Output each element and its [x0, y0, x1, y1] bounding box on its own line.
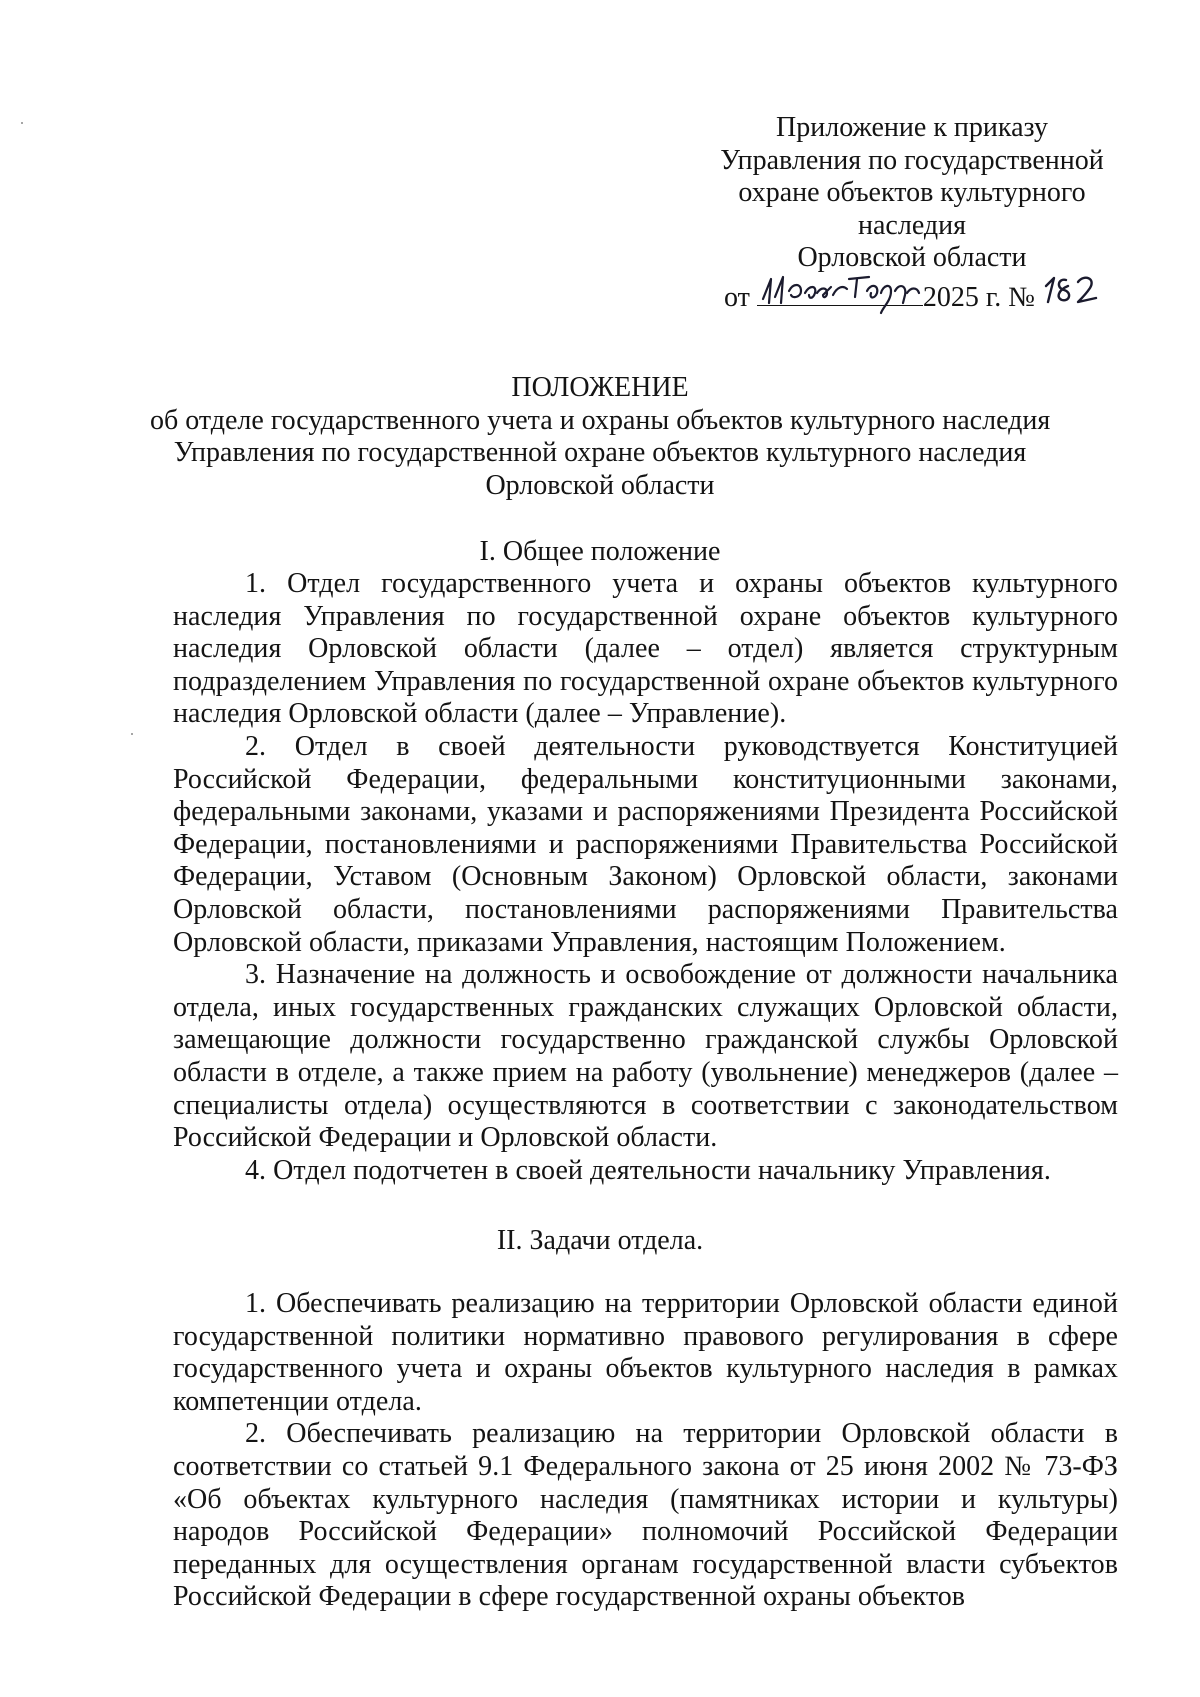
section-2-paragraph: 1. Обеспечивать реализацию на территории Орловской области единой государственной политики нормативно правового регулирования в сфере государственного учета и охраны объектов культурного наследия в рамках компетенции отдела. [173, 1288, 1118, 1417]
section-1-paragraph: 2. Отдел в своей деятельности руководствуется Конституцией Российской Федерации, федеральными конституционными законами, федеральными законами, указами и распоряжениями Президента Российской Федерации, постановлениями и распоряжениями Правительства Российской Федерации, Уставом (Основным Законом) Орловской области, законами Орловской области, постановлениями распоряжениями Правительства Орловской области, приказами Управления, настоящим Положением. [173, 730, 1118, 958]
section-1-paragraph: 3. Назначение на должность и освобождение от должности начальника отдела, иных государственных гражданских служащих Орловской области, замещающие должности государственно гражданской службы Орловской области в отделе, а также прием на работу (увольнение) менеджеров (далее – специалисты отдела) осуществляются в соответствии с законодательством Российской Федерации и Орловской области. [173, 959, 1118, 1154]
appendix-line: Приложение к приказу [776, 112, 1048, 143]
handwritten-date [757, 275, 923, 306]
handwritten-number [1042, 276, 1100, 306]
title-subtitle-line: об отделе государственного учета и охраны объектов культурного наследия [150, 404, 1051, 436]
appendix-line: Орловской области [797, 242, 1027, 273]
appendix-line: Управления по государственной [720, 144, 1104, 176]
order-date-line [712, 275, 1112, 315]
handwritten-number-signature-icon [1042, 270, 1102, 310]
date-prefix: от [724, 281, 750, 313]
section-1-paragraph: 1. Отдел государственного учета и охраны объектов культурного наследия Управления по государственной охране объектов культурного наследия Орловской области (далее – отдел) является структурным подразделением Управления по государственной охране объектов культурного наследия Орловской области (далее – Управление). [173, 568, 1118, 730]
section-2-body [173, 1288, 1118, 1614]
section-1-heading: I. Общее положение [479, 536, 721, 567]
appendix-block [712, 112, 1112, 314]
section-2-paragraph: 2. Обеспечивать реализацию на территории Орловской области в соответствии со статьей 9.1 Федерального закона от 25 июня 2002 № 73-ФЗ «Об объектах культурного наследия (памятниках истории и культуры) народов Российской Федерации» полномочий Российской Федерации переданных для осуществления органам государственной власти субъектов Российской Федерации в сфере государственной охраны объектов [173, 1418, 1118, 1613]
title-subtitle-line: Орловской области [485, 469, 715, 501]
document-title [150, 372, 1050, 502]
section-2-heading: II. Задачи отдела. [496, 1225, 704, 1256]
year-and-number-label: 2025 г. № [922, 281, 1035, 313]
title-heading: ПОЛОЖЕНИЕ [511, 372, 689, 403]
title-subtitle-line: Управления по государственной охране объектов культурного наследия [173, 437, 1027, 468]
scan-speck [21, 122, 23, 124]
scan-speck [131, 733, 133, 735]
section-1-body [173, 568, 1118, 1187]
appendix-line: наследия [858, 209, 966, 241]
handwritten-date-signature-icon [757, 269, 927, 313]
section-1-paragraph: 4. Отдел подотчетен в своей деятельности начальнику Управления. [245, 1154, 1051, 1186]
appendix-line: охране объектов культурного [738, 177, 1086, 208]
